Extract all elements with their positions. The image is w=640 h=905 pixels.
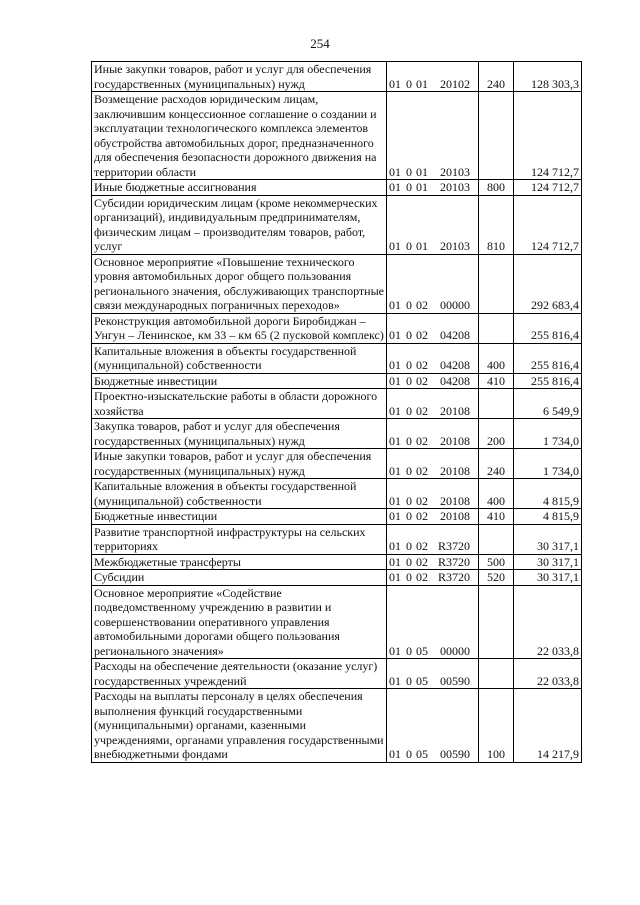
code-subprogram: 0: [406, 554, 412, 569]
row-description: Капитальные вложения в объекты государственной (муниципальной) собственности: [92, 479, 387, 509]
row-amount: 30 317,1: [514, 570, 582, 586]
row-code: [387, 554, 479, 570]
row-expense-type: [479, 254, 514, 313]
table-row: [92, 343, 582, 373]
code-program: 01: [389, 373, 401, 388]
code-program: 01: [389, 570, 401, 584]
code-direction: R3720: [437, 554, 470, 569]
row-amount: 4 815,9: [514, 479, 582, 509]
code-direction: 20102: [440, 76, 470, 91]
row-expense-type: 800: [479, 180, 514, 196]
row-expense-type: [479, 92, 514, 180]
row-code: [387, 62, 479, 92]
row-code: [387, 180, 479, 196]
row-description: Межбюджетные трансферты: [92, 554, 387, 570]
code-direction: 20108: [440, 463, 470, 478]
row-expense-type: 400: [479, 343, 514, 373]
code-program: 01: [389, 539, 401, 553]
row-code: [387, 689, 479, 763]
row-description: Иные закупки товаров, работ и услуг для обеспечения государственных (муниципальных) нужд: [92, 449, 387, 479]
table-row: [92, 180, 582, 196]
code-program: 01: [389, 328, 401, 342]
code-program: 01: [389, 747, 401, 761]
row-description: Капитальные вложения в объекты государственной (муниципальной) собственности: [92, 343, 387, 373]
row-description: Бюджетные инвестиции: [92, 509, 387, 525]
code-event: 01: [416, 76, 428, 91]
row-amount: 292 683,4: [514, 254, 582, 313]
code-subprogram: 0: [406, 509, 412, 523]
row-description: Субсидии юридическим лицам (кроме некоммерческих организаций), индивидуальным предпринимателям, физическим лицам – производителям товаров, работ, услуг: [92, 195, 387, 254]
code-subprogram: 0: [406, 463, 412, 478]
code-event: 02: [416, 403, 428, 418]
row-amount: 124 712,7: [514, 92, 582, 180]
code-event: 02: [416, 328, 428, 342]
table-row: [92, 570, 582, 586]
row-amount: 124 712,7: [514, 180, 582, 196]
code-subprogram: 0: [406, 373, 412, 388]
code-program: 01: [389, 673, 401, 688]
code-direction: 20108: [440, 403, 470, 418]
row-code: [387, 195, 479, 254]
code-subprogram: 0: [406, 239, 412, 253]
code-program: 01: [389, 463, 401, 478]
code-direction: 20103: [440, 239, 470, 253]
row-amount: 6 549,9: [514, 389, 582, 419]
row-expense-type: 400: [479, 479, 514, 509]
code-event: 02: [416, 539, 428, 553]
table-row: [92, 419, 582, 449]
code-direction: 04208: [440, 328, 470, 342]
row-description: Проектно-изыскательские работы в области дорожного хозяйства: [92, 389, 387, 419]
code-event: 02: [416, 509, 428, 523]
code-direction: 00590: [440, 747, 470, 761]
code-event: 01: [416, 164, 428, 179]
row-description: Реконструкция автомобильной дороги Биробиджан – Унгун – Ленинское, км 33 – км 65 (2 пусковой комплекс): [92, 313, 387, 343]
table-row: [92, 254, 582, 313]
row-amount: 255 816,4: [514, 313, 582, 343]
row-expense-type: [479, 585, 514, 659]
code-direction: R3720: [437, 570, 470, 584]
code-subprogram: 0: [406, 433, 412, 448]
code-direction: 00000: [440, 298, 470, 312]
code-event: 02: [416, 373, 428, 388]
code-subprogram: 0: [406, 539, 412, 553]
code-subprogram: 0: [406, 298, 412, 312]
code-event: 05: [416, 643, 428, 658]
code-direction: 20103: [440, 164, 470, 179]
table-row: [92, 659, 582, 689]
code-subprogram: 0: [406, 76, 412, 91]
code-event: 02: [416, 463, 428, 478]
row-code: [387, 419, 479, 449]
row-amount: 1 734,0: [514, 419, 582, 449]
code-program: 01: [389, 554, 401, 569]
row-expense-type: 500: [479, 554, 514, 570]
code-direction: 04208: [440, 373, 470, 388]
row-amount: 255 816,4: [514, 373, 582, 389]
row-description: Развитие транспортной инфраструктуры на сельских территориях: [92, 524, 387, 554]
code-event: 02: [416, 433, 428, 448]
row-amount: 1 734,0: [514, 449, 582, 479]
code-direction: 20108: [440, 433, 470, 448]
table-row: [92, 689, 582, 763]
table-row: [92, 585, 582, 659]
row-description: Иные закупки товаров, работ и услуг для обеспечения государственных (муниципальных) нужд: [92, 62, 387, 92]
row-expense-type: 810: [479, 195, 514, 254]
code-subprogram: 0: [406, 358, 412, 372]
code-program: 01: [389, 164, 401, 179]
row-description: Расходы на обеспечение деятельности (оказание услуг) государственных учреждений: [92, 659, 387, 689]
code-program: 01: [389, 298, 401, 312]
row-code: [387, 509, 479, 525]
row-description: Основное мероприятие «Повышение технического уровня автомобильных дорог общего пользования регионального значения, обслуживающих транспортные связи международных пограничных переходов»: [92, 254, 387, 313]
code-program: 01: [389, 358, 401, 372]
row-amount: 22 033,8: [514, 659, 582, 689]
code-subprogram: 0: [406, 328, 412, 342]
table-row: [92, 554, 582, 570]
code-direction: 00000: [440, 643, 470, 658]
row-description: Иные бюджетные ассигнования: [92, 180, 387, 196]
row-code: [387, 373, 479, 389]
code-program: 01: [389, 509, 401, 523]
code-event: 02: [416, 554, 428, 569]
code-program: 01: [389, 239, 401, 253]
code-program: 01: [389, 403, 401, 418]
row-code: [387, 343, 479, 373]
table-row: [92, 509, 582, 525]
code-program: 01: [389, 493, 401, 508]
code-program: 01: [389, 433, 401, 448]
table-row: [92, 373, 582, 389]
row-description: Бюджетные инвестиции: [92, 373, 387, 389]
row-code: [387, 479, 479, 509]
row-description: Закупка товаров, работ и услуг для обеспечения государственных (муниципальных) нужд: [92, 419, 387, 449]
code-direction: 20108: [440, 509, 470, 523]
code-direction: 20108: [440, 493, 470, 508]
code-subprogram: 0: [406, 403, 412, 418]
row-expense-type: 410: [479, 509, 514, 525]
row-code: [387, 313, 479, 343]
table-row: [92, 195, 582, 254]
code-direction: 20103: [440, 180, 470, 194]
table-row: [92, 92, 582, 180]
code-event: 01: [416, 180, 428, 194]
code-event: 02: [416, 570, 428, 584]
row-amount: 30 317,1: [514, 554, 582, 570]
row-amount: 128 303,3: [514, 62, 582, 92]
page-number: 254: [310, 36, 330, 51]
code-subprogram: 0: [406, 493, 412, 508]
code-subprogram: 0: [406, 673, 412, 688]
row-expense-type: 240: [479, 449, 514, 479]
table-row: [92, 524, 582, 554]
code-program: 01: [389, 76, 401, 91]
table-row: [92, 313, 582, 343]
row-amount: 22 033,8: [514, 585, 582, 659]
row-code: [387, 449, 479, 479]
row-code: [387, 389, 479, 419]
row-code: [387, 659, 479, 689]
row-description: Возмещение расходов юридическим лицам, заключившим концессионное соглашение о создании и эксплуатации технологического комплекса элементов обустройства автомобильных дорог, предназначенного для обеспечения безопасности дорожного движения на территории области: [92, 92, 387, 180]
row-amount: 30 317,1: [514, 524, 582, 554]
row-amount: 14 217,9: [514, 689, 582, 763]
code-event: 05: [416, 747, 428, 761]
code-direction: R3720: [437, 539, 470, 553]
row-expense-type: [479, 389, 514, 419]
table-row: [92, 389, 582, 419]
row-expense-type: [479, 524, 514, 554]
row-code: [387, 524, 479, 554]
code-program: 01: [389, 643, 401, 658]
row-code: [387, 92, 479, 180]
row-expense-type: 100: [479, 689, 514, 763]
code-program: 01: [389, 180, 401, 194]
row-description: Расходы на выплаты персоналу в целях обеспечения выполнения функций государственными (муниципальными) органами, казенными учреждениями, органами управления государственными внебюджетными фондами: [92, 689, 387, 763]
row-expense-type: 410: [479, 373, 514, 389]
budget-table: [91, 61, 582, 763]
row-code: [387, 570, 479, 586]
table-row: [92, 449, 582, 479]
code-subprogram: 0: [406, 164, 412, 179]
code-event: 02: [416, 298, 428, 312]
row-amount: 255 816,4: [514, 343, 582, 373]
row-code: [387, 254, 479, 313]
row-description: Субсидии: [92, 570, 387, 586]
row-code: [387, 585, 479, 659]
row-amount: 4 815,9: [514, 509, 582, 525]
budget-table-body: [92, 62, 582, 763]
row-expense-type: 520: [479, 570, 514, 586]
row-expense-type: 240: [479, 62, 514, 92]
row-amount: 124 712,7: [514, 195, 582, 254]
code-subprogram: 0: [406, 643, 412, 658]
row-expense-type: 200: [479, 419, 514, 449]
code-event: 01: [416, 239, 428, 253]
code-subprogram: 0: [406, 180, 412, 194]
code-subprogram: 0: [406, 570, 412, 584]
code-direction: 00590: [440, 673, 470, 688]
table-row: [92, 62, 582, 92]
table-row: [92, 479, 582, 509]
row-expense-type: [479, 659, 514, 689]
code-event: 02: [416, 358, 428, 372]
code-direction: 04208: [440, 358, 470, 372]
row-description: Основное мероприятие «Содействие подведомственному учреждению в развитии и совершенствовании оперативного управления автомобильными дорогами общего пользования регионального значения»: [92, 585, 387, 659]
code-subprogram: 0: [406, 747, 412, 761]
code-event: 02: [416, 493, 428, 508]
row-expense-type: [479, 313, 514, 343]
code-event: 05: [416, 673, 428, 688]
